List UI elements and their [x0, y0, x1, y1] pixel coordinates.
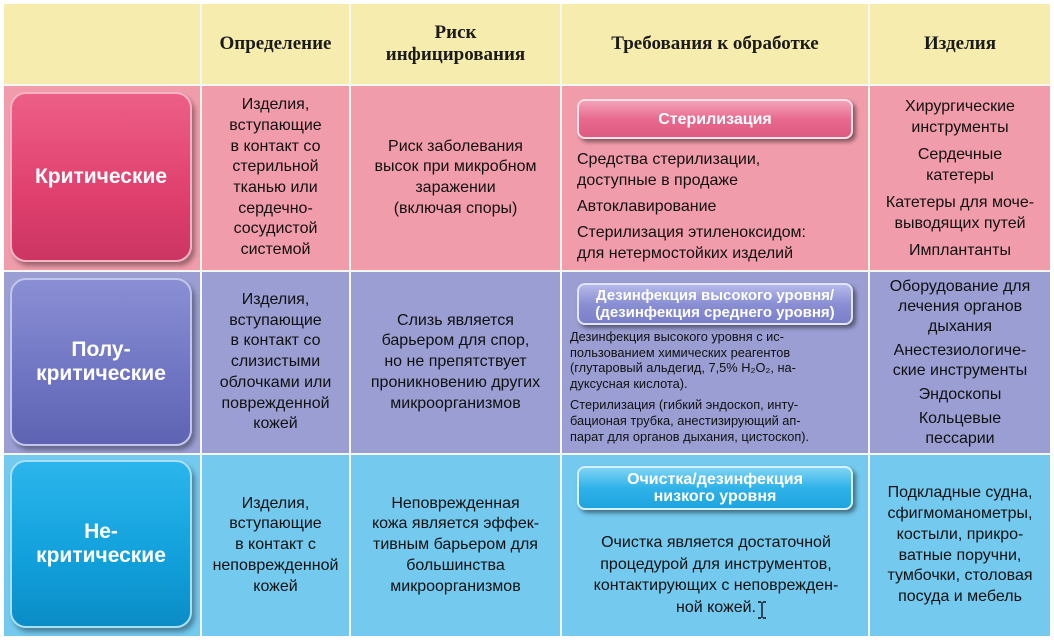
- critical-items: [870, 86, 1050, 270]
- noncritical-risk-line: кожа является эффек-: [371, 515, 540, 533]
- noncritical-items: [870, 455, 1050, 636]
- semicritical-req-line: дуксусная кислота).: [570, 375, 688, 391]
- noncritical-risk-line: тивным барьером для: [373, 536, 538, 554]
- semicritical-label-line-1: Полу-: [71, 338, 131, 361]
- semicritical-item: ские инструменты: [892, 361, 1028, 379]
- critical-definition-line: в контакт со: [230, 137, 321, 155]
- semicritical-definition-line: в контакт со: [230, 332, 321, 350]
- critical-row-label: [10, 92, 192, 262]
- noncritical-label-line-1: Не-: [84, 520, 118, 543]
- header-definition-label: Определение: [219, 33, 332, 54]
- header-risk-line-2: инфицирования: [385, 44, 526, 65]
- critical-req-line: Стерилизация этиленоксидом:: [577, 224, 806, 241]
- noncritical-item: сфигмоманометры,: [887, 505, 1033, 523]
- header-risk: [351, 4, 560, 84]
- critical-req-paragraph-3: [577, 222, 862, 264]
- disinfection-pill-line-2: (дезинфекция среднего уровня): [595, 304, 835, 321]
- critical-item: инструменты: [911, 118, 1009, 136]
- semicritical-req-line: бационая трубка, анестизирующий ап-: [570, 412, 801, 428]
- noncritical-definition-line: неповрежденной: [212, 556, 339, 574]
- critical-risk-line: высок при микробном: [374, 158, 537, 176]
- semicritical-risk-line: проникновению других: [370, 373, 541, 391]
- noncritical-requirements-text: [570, 532, 862, 618]
- critical-item: Катетеры для моче-: [885, 193, 1035, 211]
- noncritical-req-paragraph-1: [570, 532, 862, 618]
- high-level-disinfection-pill: [577, 283, 853, 325]
- critical-req-paragraph-2: [577, 196, 862, 217]
- semicritical-risk-line: Слизь является: [397, 311, 514, 329]
- semicritical-req-paragraph-2: [570, 397, 862, 444]
- noncritical-risk-line: микроорганизмов: [390, 577, 521, 595]
- semicritical-item: Оборудование для: [889, 277, 1031, 295]
- semicritical-item: Анестезиологиче-: [893, 341, 1027, 359]
- semicritical-req-line: Стерилизация (гибкий эндоскоп, инту-: [570, 397, 799, 413]
- semicritical-req-line: (глутаровый альдегид, 7,5% H₂O₂, на-: [570, 360, 796, 376]
- critical-item: Имплантанты: [909, 241, 1011, 259]
- header-requirements-label: Требования к обработке: [611, 33, 819, 54]
- semicritical-item: дыхания: [928, 317, 992, 335]
- critical-risk: [351, 86, 560, 270]
- critical-item: выводящих путей: [894, 214, 1026, 232]
- header-risk-line-1: Риск: [434, 22, 477, 43]
- classification-table: [4, 4, 1050, 636]
- noncritical-item: костыли, прикро-: [896, 525, 1024, 543]
- sterilization-pill-label: Стерилизация: [658, 110, 772, 128]
- noncritical-item: посуда и мебель: [898, 587, 1022, 605]
- noncritical-item: Подкладные судна,: [887, 484, 1033, 502]
- noncritical-req-line: контактирующих с неповрежден-: [593, 577, 839, 594]
- semicritical-risk: [351, 272, 560, 453]
- critical-item: Сердечные: [917, 145, 1003, 163]
- text-cursor-icon: [757, 601, 767, 619]
- critical-requirements-text: [577, 149, 862, 264]
- noncritical-definition-line: вступающие: [229, 515, 322, 533]
- noncritical-risk-line: большинства: [406, 556, 505, 574]
- critical-req-line: доступные в продаже: [577, 172, 738, 189]
- noncritical-definition-line: в контакт с: [235, 536, 316, 554]
- noncritical-label-line-2: критические: [36, 544, 166, 567]
- critical-label-text: Критические: [34, 165, 168, 188]
- semicritical-req-line: пользованием химических реагентов: [570, 344, 791, 360]
- critical-definition-line: сердечно-: [238, 199, 313, 217]
- semicritical-definition-line: слизистыми: [230, 353, 321, 371]
- semicritical-risk-line: барьером для спор,: [381, 332, 530, 350]
- semicritical-label-line-2: критические: [36, 362, 166, 385]
- critical-definition-line: стерильной: [232, 158, 319, 176]
- disinfection-pill-line-1: Дезинфекция высокого уровня/: [595, 287, 835, 304]
- semicritical-definition-line: вступающие: [229, 311, 322, 329]
- semicritical-risk-line: но не препятствует: [384, 353, 527, 371]
- critical-definition-line: системой: [240, 241, 311, 259]
- critical-definition: [202, 86, 349, 270]
- critical-risk-line: заражении: [415, 179, 496, 196]
- critical-definition-line: сосудистой: [233, 220, 318, 238]
- semicritical-definition-line: Изделия,: [241, 291, 310, 309]
- noncritical-definition-line: кожей: [253, 577, 298, 595]
- critical-risk-line: Риск заболевания: [388, 137, 523, 155]
- low-level-cleaning-pill: [577, 466, 853, 510]
- critical-req-paragraph-1: [577, 149, 862, 191]
- header-items-label: Изделия: [923, 33, 996, 54]
- semicritical-definition-line: облочками или: [219, 373, 332, 391]
- semicritical-definition-line: кожей: [253, 415, 298, 433]
- critical-definition-line: тканью или: [233, 179, 318, 196]
- semicritical-item: пессарии: [925, 429, 995, 447]
- critical-req-line: Автоклавирование: [577, 198, 717, 215]
- header-requirements: [562, 4, 868, 84]
- semicritical-item: Эндоскопы: [918, 385, 1002, 403]
- semicritical-definition: [202, 272, 349, 453]
- critical-item: катетеры: [926, 166, 994, 184]
- critical-req-line: Средства стерилизации,: [577, 151, 761, 168]
- semicritical-item: лечения органов: [897, 297, 1023, 315]
- semicritical-risk-line: микроорганизмов: [390, 394, 521, 412]
- noncritical-item: тумбочки, столовая: [887, 567, 1033, 585]
- semicritical-req-paragraph-1: [570, 329, 862, 391]
- semicritical-definition-line: поврежденной: [221, 394, 330, 412]
- semicritical-requirements-text: [570, 329, 862, 444]
- noncritical-req-line: процедурой для инструментов,: [600, 555, 832, 573]
- noncritical-definition: [202, 455, 349, 636]
- critical-req-line: для нетермостойких изделий: [577, 245, 794, 262]
- header-corner: [4, 4, 200, 84]
- noncritical-definition-line: Изделия,: [241, 494, 310, 512]
- noncritical-req-line: ной кожей.: [676, 598, 756, 616]
- semicritical-row-label: [10, 278, 192, 446]
- critical-definition-line: вступающие: [229, 116, 322, 134]
- noncritical-item: ватные поручни,: [898, 546, 1022, 564]
- semicritical-item: Кольцевые: [918, 409, 1002, 427]
- noncritical-risk-line: Неповрежденная: [391, 494, 520, 512]
- sterilization-pill: [577, 99, 853, 139]
- critical-definition-line: Изделия,: [241, 96, 310, 114]
- header-items: [870, 4, 1050, 84]
- cleaning-pill-line-1: Очистка/дезинфекция: [627, 471, 803, 488]
- header-definition: [202, 4, 349, 84]
- noncritical-row-label: [10, 460, 192, 628]
- critical-risk-line: (включая споры): [393, 199, 518, 217]
- semicritical-items: [870, 272, 1050, 453]
- semicritical-req-line: Дезинфекция высокого уровня с ис-: [570, 329, 784, 344]
- noncritical-risk: [351, 455, 560, 636]
- noncritical-req-line: Очистка является достаточной: [601, 534, 831, 551]
- cleaning-pill-line-2: низкого уровня: [653, 488, 777, 505]
- critical-item: Хирургические: [905, 97, 1015, 115]
- semicritical-req-line: парат для органов дыхания, цистоскоп).: [570, 428, 810, 444]
